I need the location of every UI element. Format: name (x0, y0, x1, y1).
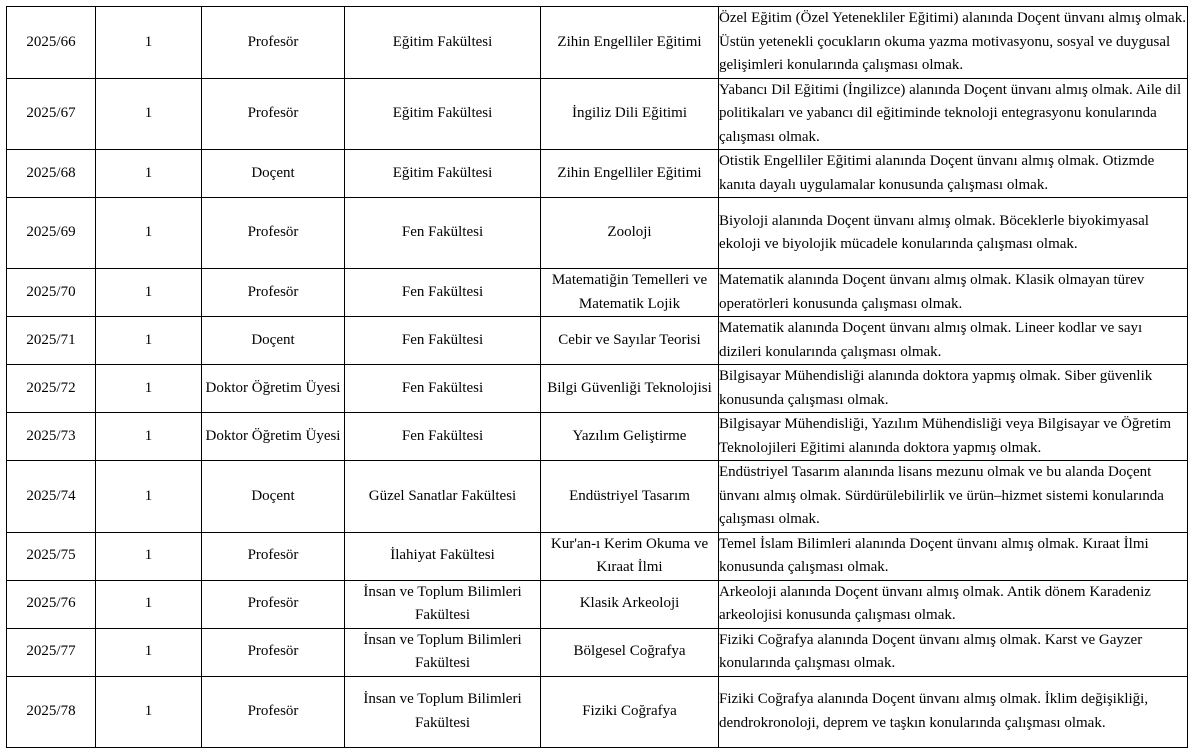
position-number: 2025/77 (7, 628, 96, 676)
position-number: 2025/73 (7, 413, 96, 461)
position-count: 1 (96, 78, 202, 150)
department-name: Zihin Engelliler Eğitimi (541, 7, 719, 79)
position-requirements: Matematik alanında Doçent ünvanı almış olmak. Klasik olmayan türev operatörleri konusunda çalışması olmak. (719, 269, 1188, 317)
position-count: 1 (96, 198, 202, 269)
academic-title: Profesör (202, 628, 345, 676)
faculty-name: İlahiyat Fakültesi (345, 532, 541, 580)
faculty-name: İnsan ve Toplum Bilimleri Fakültesi (345, 628, 541, 676)
position-requirements: Bilgisayar Mühendisliği alanında doktora yapmış olmak. Siber güvenlik konusunda çalışması olmak. (719, 365, 1188, 413)
academic-title: Profesör (202, 580, 345, 628)
table-row (7, 413, 1188, 461)
academic-title: Profesör (202, 198, 345, 269)
position-number: 2025/69 (7, 198, 96, 269)
faculty-name: Fen Fakültesi (345, 269, 541, 317)
position-requirements: Matematik alanında Doçent ünvanı almış olmak. Lineer kodlar ve sayı dizileri konularında çalışması olmak. (719, 317, 1188, 365)
faculty-name: Fen Fakültesi (345, 365, 541, 413)
academic-title: Doçent (202, 150, 345, 198)
position-count: 1 (96, 532, 202, 580)
table-row (7, 580, 1188, 628)
academic-title: Doçent (202, 317, 345, 365)
department-name: Bilgi Güvenliği Teknolojisi (541, 365, 719, 413)
position-count: 1 (96, 461, 202, 533)
department-name: Endüstriyel Tasarım (541, 461, 719, 533)
table-row (7, 269, 1188, 317)
position-count: 1 (96, 269, 202, 317)
position-number: 2025/67 (7, 78, 96, 150)
position-requirements: Fiziki Coğrafya alanında Doçent ünvanı almış olmak. Karst ve Gayzer konularında çalışması olmak. (719, 628, 1188, 676)
faculty-name: Fen Fakültesi (345, 317, 541, 365)
department-name: Zooloji (541, 198, 719, 269)
position-count: 1 (96, 365, 202, 413)
positions-table (6, 6, 1188, 748)
position-requirements: Fiziki Coğrafya alanında Doçent ünvanı almış olmak. İklim değişikliği, dendrokronoloji, deprem ve taşkın konularında çalışması olmak. (719, 676, 1188, 747)
position-number: 2025/66 (7, 7, 96, 79)
academic-title: Doçent (202, 461, 345, 533)
position-number: 2025/74 (7, 461, 96, 533)
faculty-name: İnsan ve Toplum Bilimleri Fakültesi (345, 676, 541, 747)
academic-title: Profesör (202, 532, 345, 580)
table-row (7, 7, 1188, 79)
position-number: 2025/68 (7, 150, 96, 198)
department-name: Kur'an-ı Kerim Okuma ve Kıraat İlmi (541, 532, 719, 580)
table-row (7, 628, 1188, 676)
position-count: 1 (96, 317, 202, 365)
position-requirements: Temel İslam Bilimleri alanında Doçent ünvanı almış olmak. Kıraat İlmi konusunda çalışması olmak. (719, 532, 1188, 580)
academic-title: Profesör (202, 269, 345, 317)
position-count: 1 (96, 413, 202, 461)
department-name: Bölgesel Coğrafya (541, 628, 719, 676)
position-requirements: Endüstriyel Tasarım alanında lisans mezunu olmak ve bu alanda Doçent ünvanı almış olmak. Sürdürülebilirlik ve ürün–hizmet sistemi konularında çalışması olmak. (719, 461, 1188, 533)
position-count: 1 (96, 7, 202, 79)
academic-title: Profesör (202, 676, 345, 747)
position-count: 1 (96, 676, 202, 747)
position-requirements: Arkeoloji alanında Doçent ünvanı almış olmak. Antik dönem Karadeniz arkeolojisi konusunda çalışması olmak. (719, 580, 1188, 628)
department-name: Cebir ve Sayılar Teorisi (541, 317, 719, 365)
faculty-name: Eğitim Fakültesi (345, 78, 541, 150)
position-requirements: Yabancı Dil Eğitimi (İngilizce) alanında Doçent ünvanı almış olmak. Aile dil politikaları ve yabancı dil eğitiminde teknoloji entegrasyonu konularında çalışması olmak. (719, 78, 1188, 150)
position-requirements: Özel Eğitim (Özel Yetenekliler Eğitimi) alanında Doçent ünvanı almış olmak. Üstün yetenekli çocukların okuma yazma motivasyonu, sosyal ve duygusal gelişimleri konularında çalışması olmak. (719, 7, 1188, 79)
academic-title: Doktor Öğretim Üyesi (202, 365, 345, 413)
table-row (7, 150, 1188, 198)
department-name: Zihin Engelliler Eğitimi (541, 150, 719, 198)
table-row (7, 532, 1188, 580)
faculty-name: Eğitim Fakültesi (345, 7, 541, 79)
position-requirements: Bilgisayar Mühendisliği, Yazılım Mühendisliği veya Bilgisayar ve Öğretim Teknolojileri Eğitimi alanında doktora yapmış olmak. (719, 413, 1188, 461)
position-number: 2025/76 (7, 580, 96, 628)
faculty-name: Fen Fakültesi (345, 413, 541, 461)
position-number: 2025/78 (7, 676, 96, 747)
faculty-name: İnsan ve Toplum Bilimleri Fakültesi (345, 580, 541, 628)
department-name: Fiziki Coğrafya (541, 676, 719, 747)
table-row (7, 365, 1188, 413)
position-requirements: Otistik Engelliler Eğitimi alanında Doçent ünvanı almış olmak. Otizmde kanıta dayalı uygulamalar konusunda çalışması olmak. (719, 150, 1188, 198)
academic-title: Doktor Öğretim Üyesi (202, 413, 345, 461)
position-number: 2025/75 (7, 532, 96, 580)
table-row (7, 198, 1188, 269)
faculty-name: Güzel Sanatlar Fakültesi (345, 461, 541, 533)
position-number: 2025/70 (7, 269, 96, 317)
faculty-name: Eğitim Fakültesi (345, 150, 541, 198)
position-number: 2025/71 (7, 317, 96, 365)
academic-title: Profesör (202, 7, 345, 79)
table-row (7, 676, 1188, 747)
department-name: İngiliz Dili Eğitimi (541, 78, 719, 150)
positions-table-body (7, 7, 1188, 748)
faculty-name: Fen Fakültesi (345, 198, 541, 269)
department-name: Yazılım Geliştirme (541, 413, 719, 461)
position-count: 1 (96, 580, 202, 628)
department-name: Klasik Arkeoloji (541, 580, 719, 628)
department-name: Matematiğin Temelleri ve Matematik Lojik (541, 269, 719, 317)
position-requirements: Biyoloji alanında Doçent ünvanı almış olmak. Böceklerle biyokimyasal ekoloji ve biyolojik mücadele konularında çalışması olmak. (719, 198, 1188, 269)
position-count: 1 (96, 628, 202, 676)
academic-title: Profesör (202, 78, 345, 150)
table-row (7, 78, 1188, 150)
table-row (7, 461, 1188, 533)
position-count: 1 (96, 150, 202, 198)
table-row (7, 317, 1188, 365)
position-number: 2025/72 (7, 365, 96, 413)
